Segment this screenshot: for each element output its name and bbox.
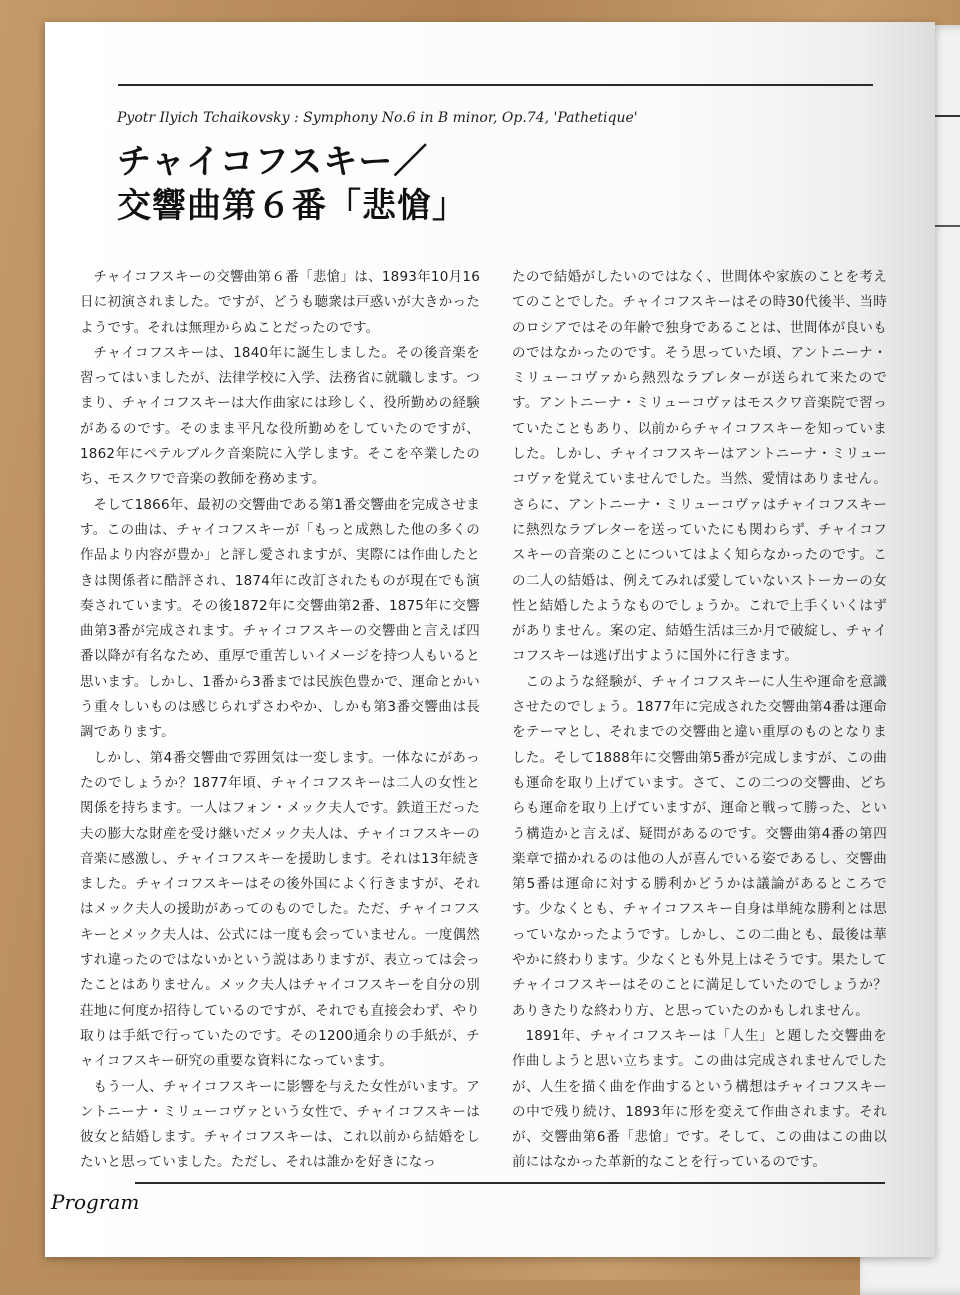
english-subtitle: Pyotr Ilyich Tchaikovsky : Symphony No.6 in B minor, Op.74, 'Pathetique' [117,110,638,126]
paragraph: このような経験が、チャイコフスキーに人生や運命を意識させたのでしょう。1877年に完成された交響曲第4番は運命をテーマとし、それまでの交響曲と違い重厚のものとなりました。そして1888年に交響曲第5番が完成しますが、この曲も運命を取り上げています。さて、この二つの交響曲、どちらも運命を取り上げていますが、運命と戦って勝った、という構造かと言えば、疑問があるのです。交響曲第4番の第四楽章で描かれるのは他の人が喜んでいる姿であるし、交響曲第5番は運命に対する勝利かどうかは議論があるところです。少なくとも、チャイコフスキー自身は単純な勝利とは思っていなかったようです。しかし、この二曲とも、最後は華やかに終わります。少なくとも外見上はそうです。果たしてチャイコフスキーはそのことに満足していたのでしょうか？ありきたりな終わり方、と思っていたのかもしれません。 [512,673,887,1019]
right-column [512,265,887,1176]
left-column [80,265,480,1176]
paragraph: 1891年、チャイコフスキーは「人生」と題した交響曲を作曲しようと思い立ちます。この曲は完成されませんでしたが、人生を描く曲を作曲するという構想はチャイコフスキーの中で残り続け、1893年に形を変えて作曲されます。それが、交響曲第6番「悲愴」です。そして、この曲はこの曲以前にはなかった革新的なことを行っているのです。 [512,1027,887,1171]
program-page [45,22,935,1257]
paragraph: たので結婚がしたいのではなく、世間体や家族のことを考えてのことでした。チャイコフスキーはその時30代後半、当時のロシアではその年齢で独身であることは、世間体が良いものではなかったのです。そう思っていた頃、アントニーナ・ミリューコヴァから熱烈なラブレターが送られて来たのです。アントニーナ・ミリューコヴァはモスクワ音楽院で習っていたこともあり、以前からチャイコフスキーを知っていました。しかし、チャイコフスキーはアントニーナ・ミリューコヴァを覚えていませんでした。当然、愛情はありません。さらに、アントニーナ・ミリューコヴァはチャイコフスキーに熱烈なラブレターを送っていたにも関わらず、チャイコフスキーの音楽のことについてはよく知らなかったのです。この二人の結婚は、例えてみれば愛していないストーカーの女性と結婚したようなものでしょうか。これで上手くいくはずがありません。案の定、結婚生活は三か月で破綻し、チャイコフスキーは逃げ出すように国外に行きます。 [512,269,887,665]
paragraph: しかし、第4番交響曲で雰囲気は一変します。一体なにがあったのでしょうか？1877年頃、チャイコフスキーは二人の女性と関係を持ちます。一人はフォン・メック夫人です。鉄道王だった夫の膨大な財産を受け継いだメック夫人は、チャイコフスキーの音楽に感激し、チャイコフスキーを援助します。それは13年続きました。チャイコフスキーはその後外国によく行きますが、それはメック夫人の援助があってのものでした。ただ、チャイコフスキーとメック夫人は、公式には一度も会っていません。一度偶然すれ違ったのではないかという説はありますが、表立っては会ったことはありません。メック夫人はチャイコフスキーを自分の別荘地に何度か招待しているのですが、それでも直接会わず、やり取りは手紙で行っていたのです。その1200通余りの手紙が、チャイコフスキー研究の重要な資料になっています。 [80,749,480,1070]
paragraph: チャイコフスキーの交響曲第６番「悲愴」は、1893年10月16日に初演されました。ですが、どうも聴衆は戸惑いが大きかったようです。それは無理からぬことだったのです。 [80,269,480,336]
page-title [117,140,467,228]
bottom-rule [135,1182,885,1184]
paragraph: そして1866年、最初の交響曲である第1番交響曲を完成させます。この曲は、チャイコフスキーが「もっと成熟した他の多くの作品より内容が豊か」と評し愛されますが、実際には作曲したときは関係者に酷評され、1874年に改訂されたものが現在でも演奏されています。その後1872年に交響曲第2番、1875年に交響曲第3番が完成されます。チャイコフスキーの交響曲と言えば四番以降が有名なため、重厚で重苦しいイメージを持つ人もいると思います。しかし、1番から3番までは民族色豊かで、運命とかいう重々しいものは感じられずさわやか、しかも第3番交響曲は長調であります。 [80,496,480,741]
program-logo: Program [51,1190,140,1214]
top-rule [118,84,873,86]
title-line-1: チャイコフスキー／ [117,142,429,182]
paragraph: もう一人、チャイコフスキーに影響を与えた女性がいます。アントニーナ・ミリューコヴァという女性で、チャイコフスキーは彼女と結婚します。チャイコフスキーは、これ以前から結婚をしたいと思っていました。ただし、それは誰かを好きになっ [80,1078,480,1171]
paragraph: チャイコフスキーは、1840年に誕生しました。その後音楽を習ってはいましたが、法律学校に入学、法務省に就職します。つまり、チャイコフスキーは大作曲家には珍しく、役所勤めの経験があるのです。そのまま平凡な役所勤めをしていたのですが、1862年にペテルブルク音楽院に入学します。そこを卒業したのち、モスクワで音楽の教師を務めます。 [80,344,480,488]
title-line-2: 交響曲第６番「悲愴」 [117,186,467,226]
